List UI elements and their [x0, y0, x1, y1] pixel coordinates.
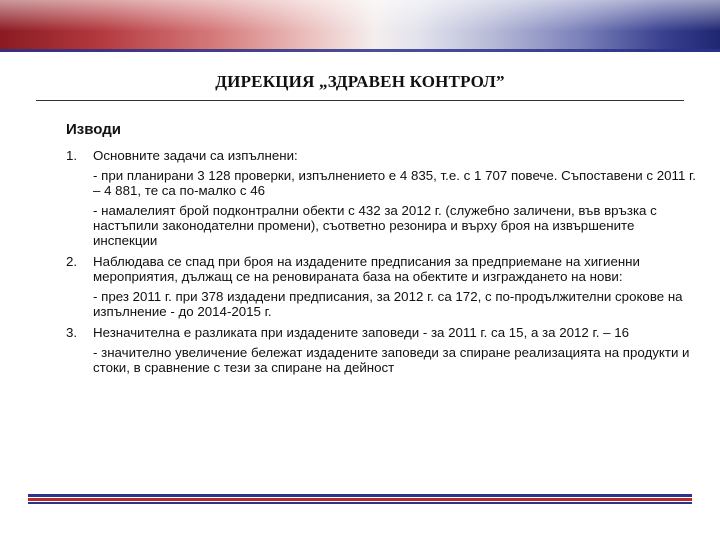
main-content — [66, 122, 696, 380]
section-heading: Изводи — [66, 121, 121, 138]
list-subitem: - при планирани 3 128 проверки, изпълнението е 4 835, т.е. с 1 707 повече. Съпоставени с 2011 г. – 4 881, те са по-малко с 46 — [93, 168, 696, 198]
header-stripe-decoration — [0, 0, 720, 52]
footer-stripes — [28, 494, 692, 506]
page-title: ДИРЕКЦИЯ „ЗДРАВЕН КОНТРОЛ” — [215, 72, 505, 91]
list-subitem: - през 2011 г. при 378 издадени предписания, за 2012 г. са 172, с по-продължителни срокове на изпълнение - до 2014-2015 г. — [93, 289, 683, 319]
list-item — [66, 148, 696, 163]
list-item-number: 1. — [66, 148, 78, 163]
footer-stripe-navy-bottom — [28, 502, 692, 504]
list-item-text: Наблюдава се спад при броя на издадените предписания за предприемане на хигиенни мероприятия, дължащ се на реновираната база на обектите и изграждането на нови: — [93, 254, 640, 284]
title-divider — [36, 100, 684, 101]
list-item-text: Незначителна е разликата при издадените заповеди - за 2011 г. са 15, а за 2012 г. – 16 — [93, 325, 630, 340]
list-item-text: Основните задачи са изпълнени: — [93, 148, 298, 163]
list-subitem: - намалелият брой подконтрални обекти с 432 за 2012 г. (служебно заличени, във връзка с настъпили законодателни промени), съответно резонира и върху броя на извършените инспекции — [93, 203, 657, 248]
list-item — [66, 325, 696, 340]
footer-stripe-navy-top — [28, 494, 692, 497]
list-item — [66, 254, 696, 284]
footer-stripe-red — [28, 498, 692, 501]
list-item-number: 3. — [66, 325, 78, 340]
list-subitem: - значително увеличение бележат издадените заповеди за спиране реализацията на продукти и стоки, в сравнение с тези за спиране на дейност — [93, 345, 690, 375]
list-item-number: 2. — [66, 254, 78, 269]
